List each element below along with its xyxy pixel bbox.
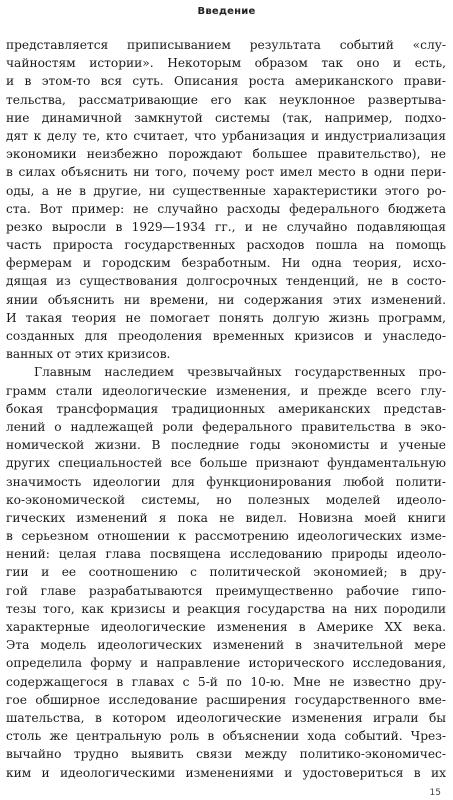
text-line: экономики неизбежно порождают большее правительство), не	[6, 147, 446, 162]
running-header: Введение	[197, 6, 256, 17]
text-line: нений: целая глава посвящена исследованию природы идеоло-	[6, 547, 446, 562]
text-line: номической жизни. В последние годы экономисты и ученые	[6, 438, 446, 453]
text-line: столь же центральную роль в объяснении хода событий. Чрез-	[6, 729, 446, 744]
text-line: характерные идеологические изменения в Америке XX века.	[6, 620, 446, 634]
text-line: значимость идеологии для функционирования любой полити-	[6, 474, 446, 489]
text-line: дят к делу те, кто считает, что урбанизация и индустриализация	[6, 128, 446, 143]
text-line: ванных от этих кризисов.	[6, 347, 171, 362]
text-line: дящая из существования долгосрочных тенденций, не в состо-	[6, 274, 446, 289]
text-line: Главным наследием чрезвычайных государственных про-	[34, 365, 446, 380]
text-line: созданных для преодоления временных кризисов и унаследо-	[6, 329, 446, 343]
text-line: других специальностей все больше признают фундаментальную	[6, 456, 446, 471]
paragraph-2	[6, 363, 446, 780]
paragraph-1	[6, 36, 446, 363]
text-line: ние динамичной замкнутой системы (так, например, подхо-	[6, 110, 446, 125]
text-line: Эта модель идеологических изменений в значительной мере	[6, 638, 446, 653]
text-line: содержащегося в главах с 5-й по 10-ю. Мне не известно дру-	[6, 674, 446, 689]
text-line: И такая теория не помогает понять долгую жизнь программ,	[6, 310, 446, 325]
body-text	[6, 36, 446, 780]
page-number: 15	[429, 788, 441, 798]
text-line: бокая трансформация традиционных американских представ-	[6, 401, 446, 416]
text-line: определила форму и направление исторического исследования,	[6, 656, 446, 671]
text-line: резко выросли в 1929—1934 гг., и не случайно подавляющая	[6, 219, 446, 234]
text-line: и в этом-то вся суть. Описания роста американского прави-	[6, 74, 446, 89]
text-line: ста. Вот пример: не случайно расходы федерального бюджета	[6, 201, 446, 216]
text-line: в силах объяснить ни того, почему рост имел место в одни пери-	[6, 165, 446, 180]
text-line: ким и идеологическими изменениями и удостовериться в их	[6, 765, 446, 780]
text-line: тельства, рассматривающие его как неуклонное развертыва-	[6, 92, 446, 107]
text-line: янии объяснить ни времени, ни содержания этих изменений.	[6, 292, 446, 307]
text-line: тезы того, как кризисы и реакция государства на них породили	[6, 601, 446, 616]
text-line: фермерам и городским безработным. Ни одна теория, исхо-	[6, 256, 446, 271]
text-line: гических изменений я пока не видел. Новизна моей книги	[6, 510, 446, 525]
text-line: оды, а не в другие, ни существенные характеристики этого ро-	[6, 183, 446, 198]
text-line: шательства, в котором идеологические изменения играли бы	[6, 710, 446, 725]
text-line: в серьезном отношении к рассмотрению идеологических изме-	[6, 529, 446, 544]
text-line: гии и ее соотношению с политической экономией; в дру-	[6, 565, 446, 580]
text-line: гое обширное исследование расширения государственного вме-	[6, 692, 446, 707]
text-line: гой главе разрабатываются преимущественно рабочие гипо-	[6, 583, 446, 598]
text-line: лений о надлежащей роли федерального правительства в эко-	[6, 419, 446, 434]
text-line: ко-экономической системы, но полезных моделей идеоло-	[6, 492, 446, 507]
text-line: грамм стали идеологические изменения, и прежде всего глу-	[6, 383, 446, 398]
text-line: часть прироста государственных расходов пошла на помощь	[6, 238, 446, 253]
text-line: вычайно трудно выявить связи между политико-экономичес-	[6, 747, 446, 762]
text-line: чайностям истории». Некоторым образом так оно и есть,	[6, 56, 446, 71]
text-line: представляется приписыванием результата событий «слу-	[6, 38, 446, 52]
